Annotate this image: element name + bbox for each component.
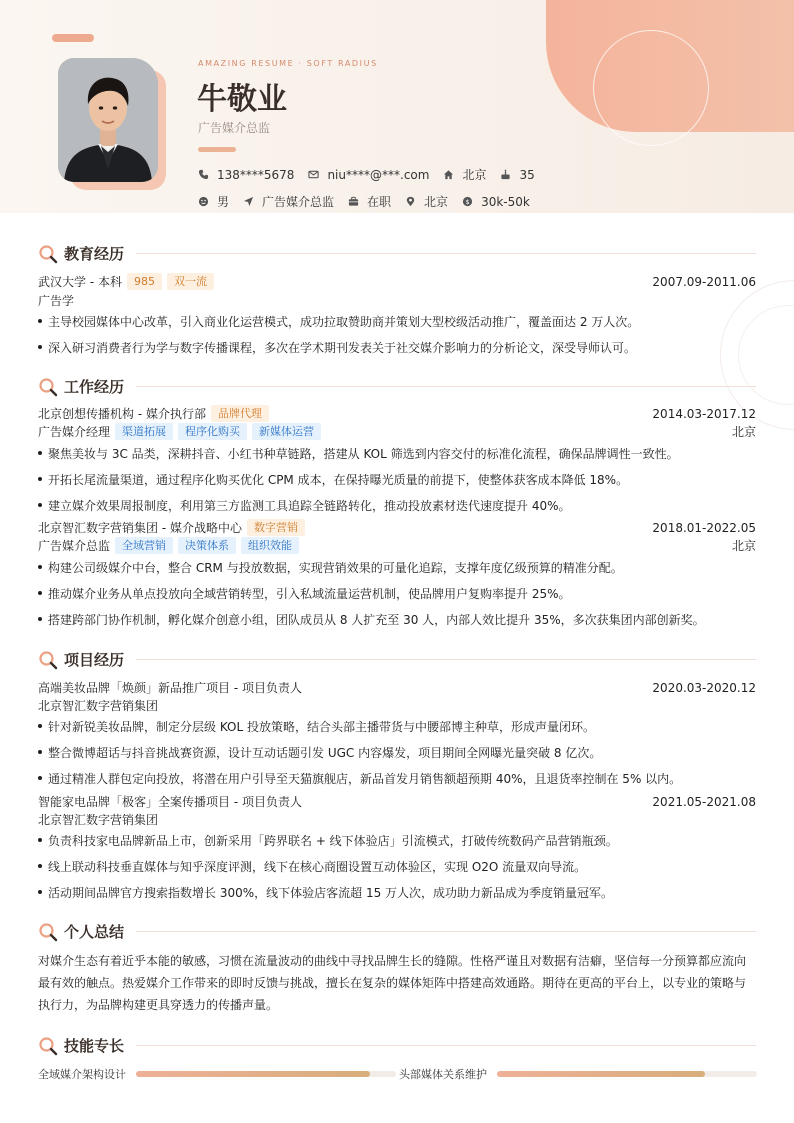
section-project-title: 项目经历 xyxy=(64,651,125,669)
skill-bar-fill xyxy=(136,1071,370,1077)
list-item: 活动期间品牌官方搜索指数增长 300%，线下体验店客流超 15 万人次，成功助力新品成为季度销量冠军。 xyxy=(38,884,756,901)
work-skill-tag: 决策体系 xyxy=(178,537,236,554)
list-item: 构建公司级媒介中台，整合 CRM 与投放数据，实现营销效果的可量化追踪，支撑年度亿级预算的精准分配。 xyxy=(38,559,756,576)
meta-city xyxy=(405,193,448,210)
work-position: 广告媒介总监 xyxy=(38,539,111,553)
project-org-row xyxy=(38,697,756,714)
work-position-row xyxy=(38,423,756,440)
search-icon xyxy=(38,922,58,942)
section-summary-title: 个人总结 xyxy=(64,923,125,941)
meta-salary-text: 30k-50k xyxy=(481,194,530,209)
work-company: 北京创想传播机构 - 媒介执行部 xyxy=(38,407,206,421)
summary-line: 最有效的触点。热爱媒介工作带来的即时反馈与挑战，擅长在复杂的媒体矩阵中搭建高效通路。期待在更高的平台上，以专业的策略与 xyxy=(38,976,747,990)
skill-bar-track xyxy=(136,1071,396,1077)
education-school: 武汉大学 - 本科 xyxy=(38,275,122,289)
section-project-header xyxy=(38,649,756,670)
section-education-header xyxy=(38,243,756,264)
search-icon xyxy=(38,1036,58,1056)
education-tag: 双一流 xyxy=(167,273,214,290)
project-org: 北京智汇数字营销集团 xyxy=(38,813,159,827)
contact-age-text: 35 xyxy=(519,167,535,182)
skill-item xyxy=(38,1066,396,1082)
section-skills-header xyxy=(38,1035,756,1056)
contact-age xyxy=(500,168,534,182)
work-company-tag: 品牌代理 xyxy=(211,405,269,422)
list-item: 针对新锐美妆品牌，制定分层级 KOL 投放策略，结合头部主播带货与中腰部博主种草，形成声量闭环。 xyxy=(38,718,756,735)
meta-gender-text: 男 xyxy=(217,195,230,209)
education-period: 2007.09-2011.06 xyxy=(652,274,756,289)
project-title-row xyxy=(38,679,756,696)
search-icon xyxy=(38,650,58,670)
education-row xyxy=(38,273,756,290)
work-skill-tag: 渠道拓展 xyxy=(115,423,173,440)
section-education-title: 教育经历 xyxy=(64,245,125,263)
work-company-tag: 数字营销 xyxy=(247,519,305,536)
section-divider xyxy=(136,1045,756,1046)
contact-phone xyxy=(198,168,294,182)
work-period: 2014.03-2017.12 xyxy=(652,406,756,421)
meta-row xyxy=(198,193,544,210)
education-major-row xyxy=(38,292,756,309)
search-icon xyxy=(38,377,58,397)
meta-city-text: 北京 xyxy=(424,195,449,209)
avatar xyxy=(58,58,158,182)
work-city: 北京 xyxy=(731,539,756,553)
meta-position xyxy=(243,193,334,210)
contact-home-text: 北京 xyxy=(462,168,487,182)
summary-line: 对媒介生态有着近乎本能的敏感，习惯在流量波动的曲线中寻找品牌生长的缝隙。性格严谨且对数据有洁癖，坚信每一分预算都应流向 xyxy=(38,954,747,968)
work-city: 北京 xyxy=(731,425,756,439)
briefcase-icon xyxy=(348,196,359,207)
section-divider xyxy=(136,253,756,254)
skill-name: 头部媒体关系维护 xyxy=(399,1068,487,1081)
list-item: 建立媒介效果周报制度，利用第三方监测工具追踪全链路转化，推动投放素材迭代速度提升 40%。 xyxy=(38,497,756,514)
search-icon xyxy=(38,244,58,264)
meta-gender xyxy=(198,193,229,210)
contact-home xyxy=(443,166,486,183)
project-period: 2021.05-2021.08 xyxy=(652,794,756,809)
meta-status-text: 在职 xyxy=(367,195,392,209)
work-company-row xyxy=(38,405,756,422)
section-divider xyxy=(136,931,756,932)
summary-line: 执行力，为品牌构建更具穿透力的传播声量。 xyxy=(38,998,279,1012)
project-org: 北京智汇数字营销集团 xyxy=(38,699,159,713)
list-item: 负责科技家电品牌新品上市，创新采用「跨界联名 + 线下体验店」引流模式，打破传统数码产品营销瓶颈。 xyxy=(38,832,756,849)
list-item: 线上联动科技垂直媒体与知乎深度评测，线下在核心商圈设置互动体验区，实现 O2O 流量双向导流。 xyxy=(38,858,756,875)
list-item: 通过精准人群包定向投放，将潜在用户引导至天猫旗舰店，新品首发月销售额超预期 40%，且退货率控制在 5% 以内。 xyxy=(38,770,756,787)
skill-bar-track xyxy=(497,1071,757,1077)
home-icon xyxy=(443,169,454,180)
education-tag: 985 xyxy=(127,273,162,290)
section-work-title: 工作经历 xyxy=(64,378,125,396)
meta-status xyxy=(348,193,391,210)
list-item: 开拓长尾流量渠道，通过程序化购买优化 CPM 成本，在保持曝光质量的前提下，使整体获客成本降低 18%。 xyxy=(38,471,756,488)
section-skills-title: 技能专长 xyxy=(64,1037,125,1055)
work-position-row xyxy=(38,537,756,554)
cake-icon xyxy=(500,169,511,180)
skill-bar-fill xyxy=(497,1071,705,1077)
work-period: 2018.01-2022.05 xyxy=(652,520,756,535)
work-company-row xyxy=(38,519,756,536)
list-item: 聚焦美妆与 3C 品类，深耕抖音、小红书种草链路，搭建从 KOL 筛选到内容交付的标准化流程，确保品牌调性一致性。 xyxy=(38,445,756,462)
meta-position-text: 广告媒介总监 xyxy=(262,195,335,209)
section-work-header xyxy=(38,376,756,397)
svg-text:$: $ xyxy=(465,197,470,206)
project-org-row xyxy=(38,811,756,828)
phone-icon xyxy=(198,169,209,180)
contact-email-text: niu****@***.com xyxy=(327,167,430,182)
section-summary-header xyxy=(38,921,756,942)
skill-name: 全域媒介架构设计 xyxy=(38,1068,126,1081)
header-accent-pill xyxy=(52,34,94,42)
summary-text xyxy=(38,950,756,1016)
contact-email xyxy=(308,168,429,182)
project-title: 智能家电品牌「极客」全案传播项目 - 项目负责人 xyxy=(38,795,302,809)
list-item: 搭建跨部门协作机制，孵化媒介创意小组，团队成员从 8 人扩充至 30 人，内部人效比提升 35%，多次获集团内部创新奖。 xyxy=(38,611,756,628)
gender-icon xyxy=(198,196,209,207)
work-skill-tag: 全域营销 xyxy=(115,537,173,554)
education-major: 广告学 xyxy=(38,294,75,308)
work-company: 北京智汇数字营销集团 - 媒介战略中心 xyxy=(38,521,242,535)
skill-item xyxy=(399,1066,757,1082)
project-period: 2020.03-2020.12 xyxy=(652,680,756,695)
section-divider xyxy=(136,659,756,660)
mail-icon xyxy=(308,169,319,180)
name-accent-bar xyxy=(198,147,236,152)
header-decor-ring xyxy=(593,30,709,146)
contact-phone-text: 138****5678 xyxy=(217,167,295,182)
work-skill-tag: 组织效能 xyxy=(241,537,299,554)
candidate-job-title: 广告媒介总监 xyxy=(198,121,271,135)
contact-row xyxy=(198,166,549,183)
send-icon xyxy=(243,196,254,207)
section-divider xyxy=(136,386,756,387)
resume-eyebrow: AMAZING RESUME · SOFT RADIUS xyxy=(198,59,378,68)
work-skill-tag: 新媒体运营 xyxy=(252,423,321,440)
avatar-portrait-icon xyxy=(58,58,158,182)
location-pin-icon xyxy=(405,196,416,207)
list-item: 推动媒介业务从单点投放向全域营销转型，引入私域流量运营机制，使品牌用户复购率提升 25%。 xyxy=(38,585,756,602)
list-item: 深入研习消费者行为学与数字传播课程，多次在学术期刊发表关于社交媒介影响力的分析论文，深受导师认可。 xyxy=(38,339,756,356)
money-icon xyxy=(462,196,473,207)
meta-salary xyxy=(462,195,530,209)
candidate-name: 牛敬业 xyxy=(197,82,287,117)
project-title-row xyxy=(38,793,756,810)
list-item: 整合微博超话与抖音挑战赛资源，设计互动话题引发 UGC 内容爆发，项目期间全网曝光量突破 8 亿次。 xyxy=(38,744,756,761)
work-position: 广告媒介经理 xyxy=(38,425,111,439)
list-item: 主导校园媒体中心改革，引入商业化运营模式，成功拉取赞助商并策划大型校级活动推广，覆盖面达 2 万人次。 xyxy=(38,313,756,330)
project-title: 高端美妆品牌「焕颜」新品推广项目 - 项目负责人 xyxy=(38,681,302,695)
work-skill-tag: 程序化购买 xyxy=(178,423,247,440)
